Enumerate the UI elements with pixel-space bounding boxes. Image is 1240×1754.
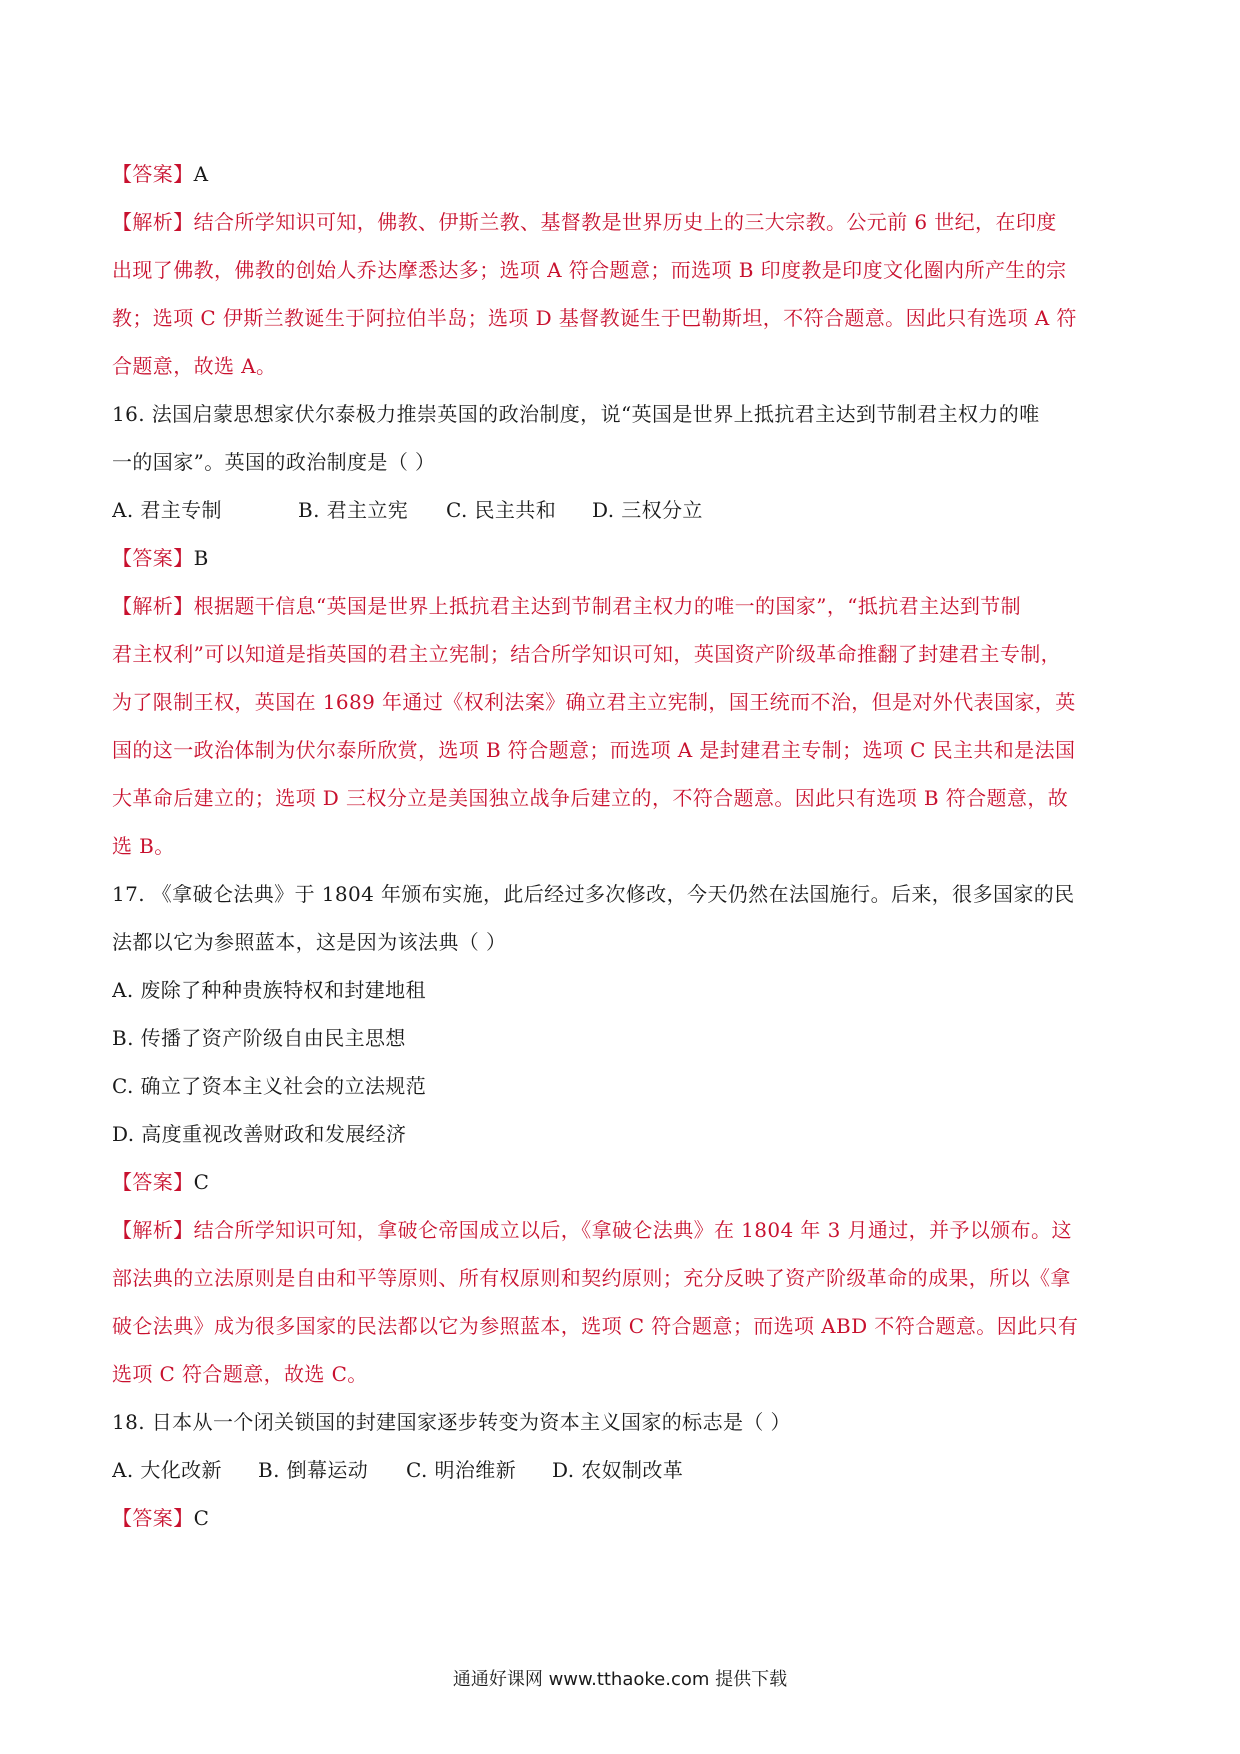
q16-analysis-line: 选 B。 [112, 834, 175, 858]
analysis-tag: 【解析】 [112, 594, 194, 618]
q15-analysis-line: 教；选项 C 伊斯兰教诞生于阿拉伯半岛；选项 D 基督教诞生于巴勒斯坦，不符合题意。因此只有选项 A 符 [112, 306, 1077, 330]
q17-analysis-line: 【解析】结合所学知识可知，拿破仑帝国成立以后，《拿破仑法典》在 1804 年 3 月通过，并予以颁布。这 [112, 1218, 1072, 1242]
q16-analysis-line: 【解析】根据题干信息“英国是世界上抵抗君主达到节制君主权力的唯一的国家”，“抵抗君主达到节制 [112, 594, 1022, 618]
option-d: D. 三权分立 [592, 498, 703, 522]
option-d: D. 农奴制改革 [552, 1458, 684, 1482]
option-a: A. 大化改新 [112, 1458, 222, 1482]
answer-value: C [193, 1506, 210, 1530]
q17-stem-line: 17. 《拿破仑法典》于 1804 年颁布实施，此后经过多次修改，今天仍然在法国施行。后来，很多国家的民 [112, 882, 1075, 906]
q16-analysis-line: 大革命后建立的；选项 D 三权分立是美国独立战争后建立的，不符合题意。因此只有选项 B 符合题意，故 [112, 786, 1069, 810]
q16-analysis-line: 国的这一政治体制为伏尔泰所欣赏，选项 B 符合题意；而选项 A 是封建君主专制；选项 C 民主共和是法国 [112, 738, 1076, 762]
q16-stem-line: 16. 法国启蒙思想家伏尔泰极力推崇英国的政治制度，说“英国是世界上抵抗君主达到节制君主权力的唯 [112, 402, 1040, 426]
option-a: A. 君主专制 [112, 498, 222, 522]
option-c: C. 明治维新 [406, 1458, 517, 1482]
q18-stem-line: 18. 日本从一个闭关锁国的封建国家逐步转变为资本主义国家的标志是（ ） [112, 1410, 791, 1434]
q16-stem-line: 一的国家”。英国的政治制度是（ ） [112, 450, 436, 474]
analysis-tag: 【解析】 [112, 1218, 194, 1242]
answer-tag: 【答案】 [112, 1506, 194, 1530]
q18-answer [112, 1494, 1132, 1542]
q16-answer [112, 534, 1132, 582]
content-area [112, 150, 1132, 1542]
option-c: C. 确立了资本主义社会的立法规范 [112, 1074, 427, 1098]
answer-value: A [193, 162, 209, 186]
q17-analysis-line: 破仑法典》成为很多国家的民法都以它为参照蓝本，选项 C 符合题意；而选项 ABD 不符合题意。因此只有 [112, 1314, 1079, 1338]
q16-analysis-line: 为了限制王权，英国在 1689 年通过《权利法案》确立君主立宪制，国王统而不治，但是对外代表国家，英 [112, 690, 1076, 714]
answer-tag: 【答案】 [112, 546, 194, 570]
q16-options [112, 486, 1132, 534]
q18-options [112, 1446, 1132, 1494]
q17-answer [112, 1158, 1132, 1206]
option-c: C. 民主共和 [446, 498, 557, 522]
answer-value: B [193, 546, 209, 570]
q15-analysis-line: 【解析】结合所学知识可知，佛教、伊斯兰教、基督教是世界历史上的三大宗教。公元前 6 世纪，在印度 [112, 210, 1057, 234]
q15-answer [112, 150, 1132, 198]
option-b: B. 倒幕运动 [258, 1458, 369, 1482]
analysis-tag: 【解析】 [112, 210, 194, 234]
q17-stem-line: 法都以它为参照蓝本，这是因为该法典（ ） [112, 930, 507, 954]
option-b: B. 君主立宪 [298, 498, 409, 522]
q15-analysis-line: 出现了佛教，佛教的创始人乔达摩悉达多；选项 A 符合题意；而选项 B 印度教是印度文化圈内所产生的宗 [112, 258, 1067, 282]
answer-value: C [193, 1170, 210, 1194]
page-footer: 通通好课网 www.tthaoke.com 提供下载 [452, 1669, 788, 1690]
option-a: A. 废除了种种贵族特权和封建地租 [112, 978, 426, 1002]
option-d: D. 高度重视改善财政和发展经济 [112, 1122, 407, 1146]
q17-analysis-line: 部法典的立法原则是自由和平等原则、所有权原则和契约原则；充分反映了资产阶级革命的成果，所以《拿 [112, 1266, 1071, 1290]
option-b: B. 传播了资产阶级自由民主思想 [112, 1026, 406, 1050]
q16-analysis-line: 君主权利”可以知道是指英国的君主立宪制；结合所学知识可知，英国资产阶级革命推翻了封建君主专制， [112, 642, 1062, 666]
q15-analysis-line: 合题意，故选 A。 [112, 354, 277, 378]
answer-tag: 【答案】 [112, 162, 194, 186]
q17-analysis-line: 选项 C 符合题意，故选 C。 [112, 1362, 368, 1386]
answer-tag: 【答案】 [112, 1170, 194, 1194]
